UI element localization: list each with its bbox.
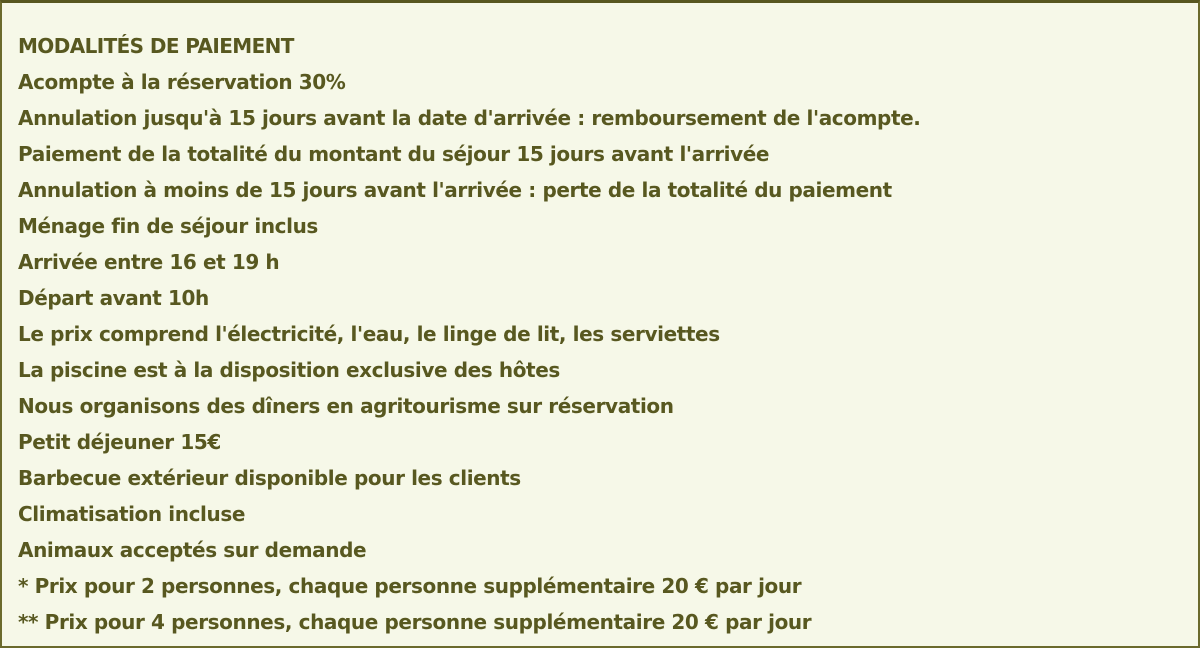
departure-time-line: Départ avant 10h xyxy=(18,286,209,310)
cancellation-refund-line: Annulation jusqu'à 15 jours avant la date d'arrivée : remboursement de l'acompte. xyxy=(18,106,921,130)
deposit-line: Acompte à la réservation 30% xyxy=(18,70,346,94)
barbecue-line: Barbecue extérieur disponible pour les clients xyxy=(18,466,521,490)
late-cancellation-line: Annulation à moins de 15 jours avant l'arrivée : perte de la totalité du paiement xyxy=(18,178,892,202)
pets-line: Animaux acceptés sur demande xyxy=(18,538,367,562)
price-includes-line: Le prix comprend l'électricité, l'eau, le linge de lit, les serviettes xyxy=(18,322,720,346)
payment-terms-content xyxy=(18,28,1182,640)
price-two-persons-note: * Prix pour 2 personnes, chaque personne supplémentaire 20 € par jour xyxy=(18,574,802,598)
arrival-time-line: Arrivée entre 16 et 19 h xyxy=(18,250,280,274)
price-four-persons-note: ** Prix pour 4 personnes, chaque personne supplémentaire 20 € par jour xyxy=(18,610,812,634)
pool-line: La piscine est à la disposition exclusive des hôtes xyxy=(18,358,560,382)
payment-terms-heading: MODALITÉS DE PAIEMENT xyxy=(18,34,294,58)
dinners-line: Nous organisons des dîners en agritourisme sur réservation xyxy=(18,394,674,418)
breakfast-line: Petit déjeuner 15€ xyxy=(18,430,221,454)
cleaning-line: Ménage fin de séjour inclus xyxy=(18,214,318,238)
air-conditioning-line: Climatisation incluse xyxy=(18,502,246,526)
full-payment-line: Paiement de la totalité du montant du séjour 15 jours avant l'arrivée xyxy=(18,142,770,166)
